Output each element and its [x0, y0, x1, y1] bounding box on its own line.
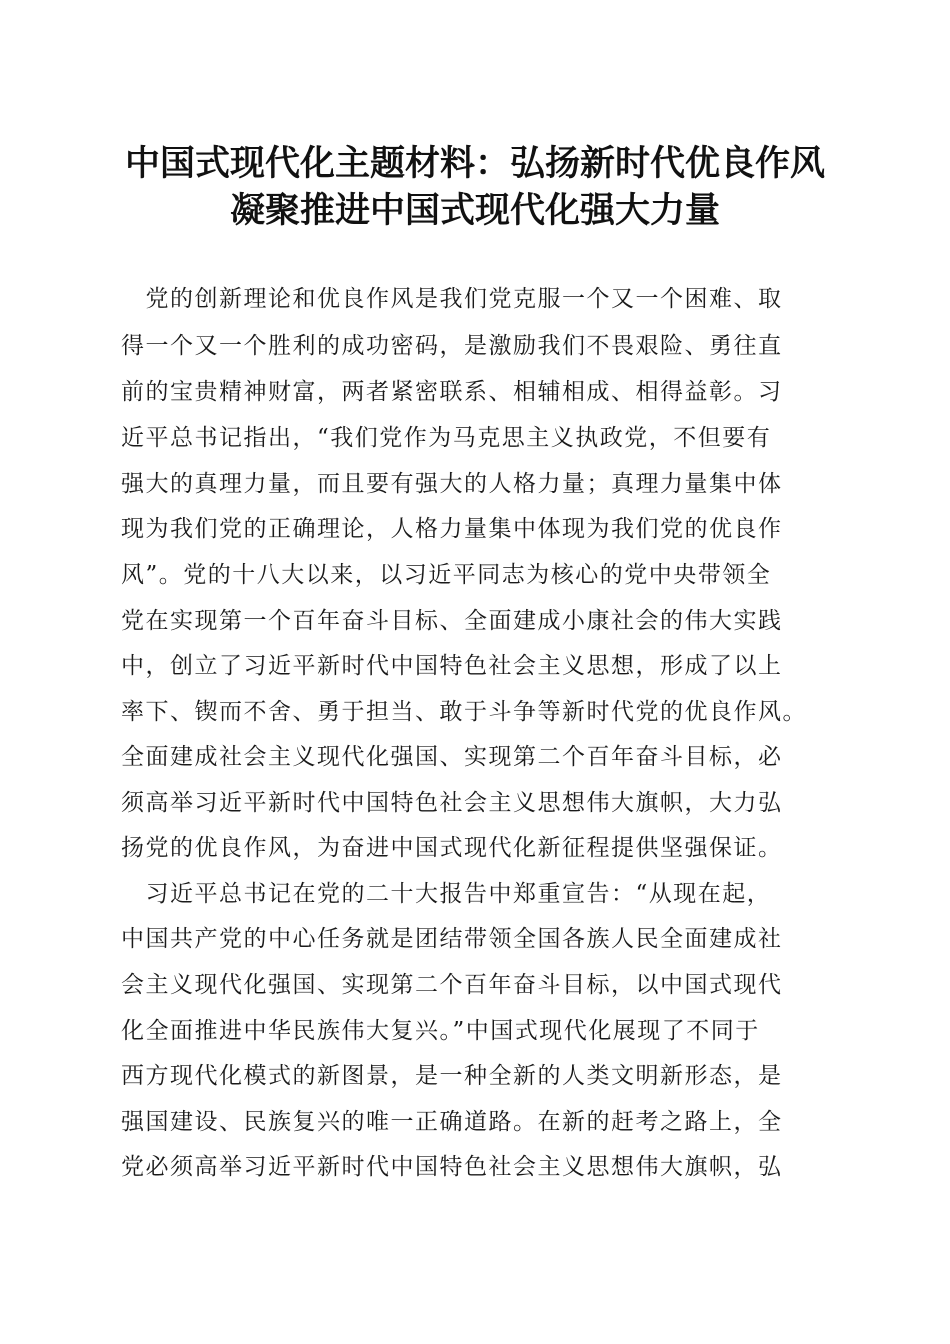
paragraph-line: 全面建成社会主义现代化强国、实现第二个百年奋斗目标，必	[121, 744, 783, 770]
paragraph-line: 化全面推进中华民族伟大复兴。”中国式现代化展现了不同于	[121, 1018, 760, 1044]
paragraph-line: 中，创立了习近平新时代中国特色社会主义思想，形成了以上	[121, 653, 783, 679]
paragraph-line: 扬党的优良作风，为奋进中国式现代化新征程提供坚强保证。	[121, 835, 783, 861]
paragraph-line: 会主义现代化强国、实现第二个百年奋斗目标，以中国式现代	[121, 972, 783, 998]
paragraph-line: 强国建设、民族复兴的唯一正确道路。在新的赶考之路上，全	[121, 1109, 783, 1135]
paragraph-line: 风”。党的十八大以来，以习近平同志为核心的党中央带领全	[121, 562, 772, 588]
paragraph-line: 党在实现第一个百年奋斗目标、全面建成小康社会的伟大实践	[121, 608, 783, 634]
paragraph-line: 西方现代化模式的新图景，是一种全新的人类文明新形态，是	[121, 1063, 783, 1089]
paragraph-line: 中国共产党的中心任务就是团结带领全国各族人民全面建成社	[121, 926, 783, 952]
paragraph-line: 前的宝贵精神财富，两者紧密联系、相辅相成、相得益彰。习	[121, 379, 783, 405]
paragraph-line: 率下、锲而不舍、勇于担当、敢于斗争等新时代党的优良作风。	[121, 699, 807, 725]
paragraph-line: 得一个又一个胜利的成功密码，是激励我们不畏艰险、勇往直	[121, 333, 783, 359]
paragraph-line: 党必须高举习近平新时代中国特色社会主义思想伟大旗帜，弘	[121, 1154, 783, 1180]
paragraph-line: 近平总书记指出，“我们党作为马克思主义执政党，不但要有	[121, 425, 772, 451]
paragraph-line: 习近平总书记在党的二十大报告中郑重宣告：“从现在起，	[121, 881, 772, 907]
paragraph-line: 现为我们党的正确理论，人格力量集中体现为我们党的优良作	[121, 516, 783, 542]
paragraph-line: 党的创新理论和优良作风是我们党克服一个又一个困难、取	[121, 286, 783, 312]
paragraph-line: 须高举习近平新时代中国特色社会主义思想伟大旗帜，大力弘	[121, 790, 783, 816]
paragraph-line: 强大的真理力量，而且要有强大的人格力量；真理力量集中体	[121, 471, 783, 497]
document-title-line-2: 凝聚推进中国式现代化强大力量	[229, 190, 720, 231]
document-title-line-1: 中国式现代化主题材料：弘扬新时代优良作风	[124, 143, 825, 184]
